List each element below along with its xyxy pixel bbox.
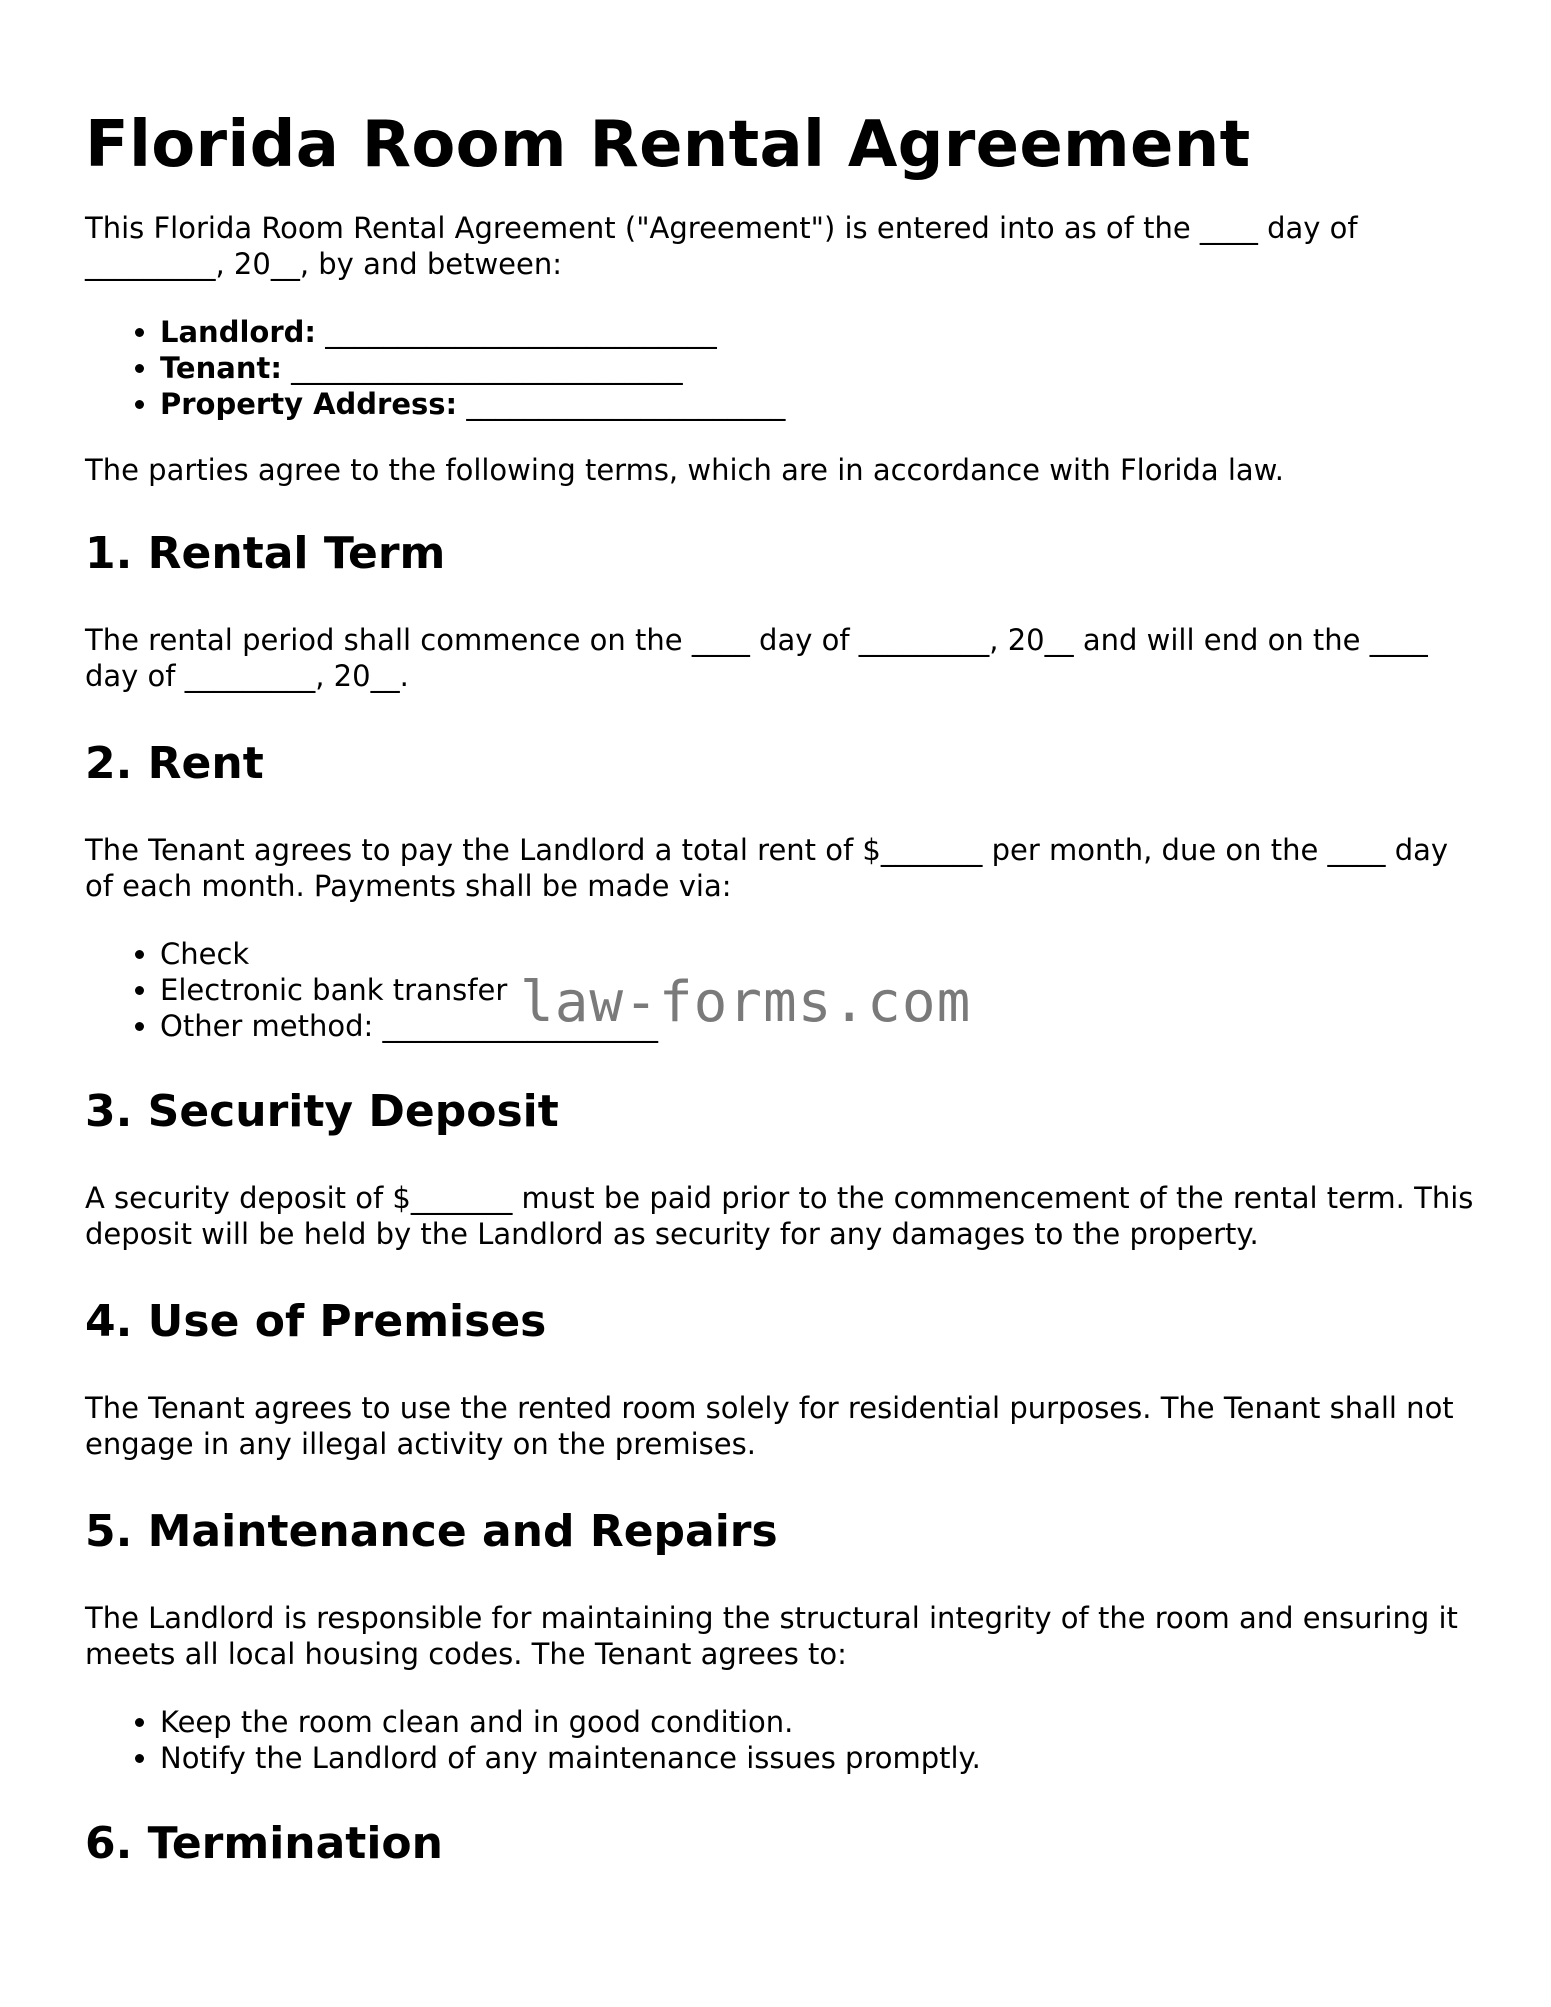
party-label: Tenant: bbox=[160, 351, 282, 385]
section-body-rent: The Tenant agrees to pay the Landlord a total rent of $_______ per month, due on the ____ day of each month. Payments shall be made via: bbox=[85, 833, 1449, 903]
payment-method-item: • Other method: ___________________ bbox=[160, 1008, 1475, 1044]
party-blank: ___________________________ bbox=[325, 315, 717, 349]
party-landlord bbox=[160, 314, 1475, 350]
payment-method-item: • Check bbox=[160, 936, 1475, 972]
document-title: Florida Room Rental Agreement bbox=[85, 108, 1251, 182]
section-body-maintenance: The Landlord is responsible for maintaining the structural integrity of the room and ensuring it meets all local housing codes. The Tenant agrees to: bbox=[85, 1601, 1458, 1671]
parties-list bbox=[85, 314, 1475, 422]
section-heading-security-deposit: 3. Security Deposit bbox=[85, 1086, 559, 1137]
party-label: Landlord: bbox=[160, 315, 316, 349]
section-body-security-deposit: A security deposit of $_______ must be paid prior to the commencement of the rental term. This deposit will be held by the Landlord as security for any damages to the property. bbox=[85, 1181, 1474, 1251]
section-heading-maintenance: 5. Maintenance and Repairs bbox=[85, 1506, 778, 1557]
party-blank: ___________________________ bbox=[291, 351, 683, 385]
tenant-duties-list bbox=[85, 1704, 1475, 1776]
party-property-address bbox=[160, 386, 1475, 422]
payment-method-item: • Electronic bank transfer bbox=[160, 972, 1475, 1008]
party-tenant bbox=[160, 350, 1475, 386]
agreement-statement: The parties agree to the following terms, which are in accordance with Florida law. bbox=[85, 453, 1284, 487]
party-blank: ______________________ bbox=[466, 387, 786, 421]
section-heading-rental-term: 1. Rental Term bbox=[85, 528, 446, 579]
party-label: Property Address: bbox=[160, 387, 458, 421]
section-heading-termination: 6. Termination bbox=[85, 1818, 443, 1869]
section-body-rental-term: The rental period shall commence on the ____ day of _________, 20__ and will end on the ____ day of _________, 20__. bbox=[85, 623, 1428, 693]
tenant-duty-item: • Notify the Landlord of any maintenance issues promptly. bbox=[160, 1740, 1475, 1776]
section-heading-rent: 2. Rent bbox=[85, 738, 264, 789]
tenant-duty-item: • Keep the room clean and in good condition. bbox=[160, 1704, 1475, 1740]
section-body-use-of-premises: The Tenant agrees to use the rented room solely for residential purposes. The Tenant shall not engage in any illegal activity on the premises. bbox=[85, 1391, 1454, 1461]
section-heading-use-of-premises: 4. Use of Premises bbox=[85, 1296, 547, 1347]
intro-paragraph: This Florida Room Rental Agreement ("Agreement") is entered into as of the ____ day of _________, 20__, by and between: bbox=[85, 211, 1358, 281]
watermark-text: law-forms.com bbox=[520, 970, 972, 1035]
